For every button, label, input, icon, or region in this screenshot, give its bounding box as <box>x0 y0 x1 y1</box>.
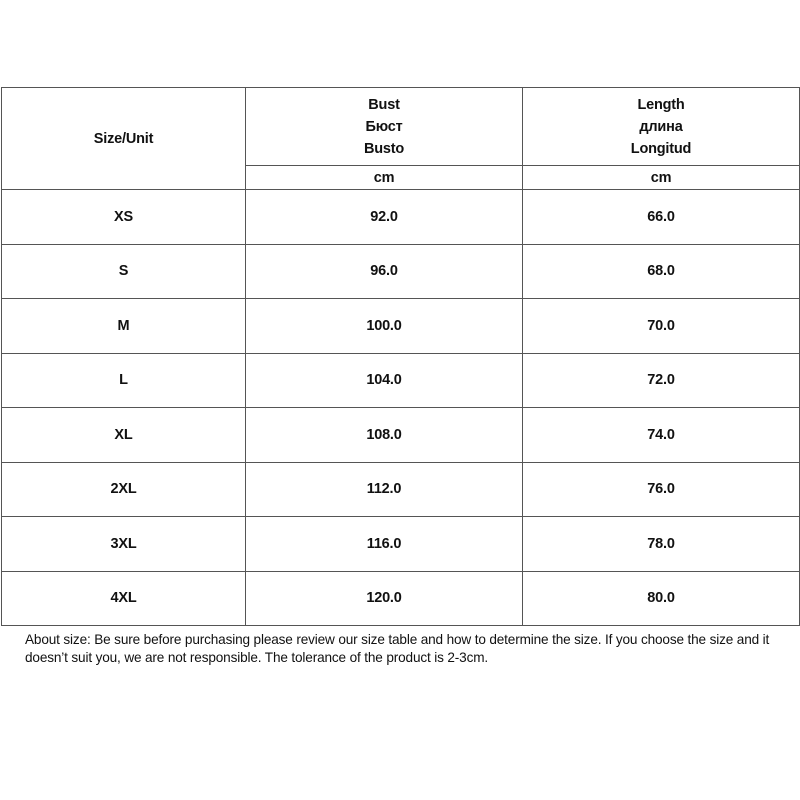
bust-header <box>246 88 523 166</box>
size-cell: L <box>2 353 246 408</box>
length-cell: 72.0 <box>523 353 800 408</box>
bust-unit: cm <box>246 166 523 190</box>
length-header-ru: длина <box>639 118 683 135</box>
size-table <box>1 87 800 626</box>
length-cell: 70.0 <box>523 299 800 354</box>
size-cell: 3XL <box>2 517 246 572</box>
length-cell: 78.0 <box>523 517 800 572</box>
bust-header-en: Bust <box>368 96 400 113</box>
bust-header-ru: Бюст <box>365 118 403 135</box>
size-chart <box>1 87 799 626</box>
bust-cell: 100.0 <box>246 299 523 354</box>
size-note: About size: Be sure before purchasing please review our size table and how to determine the size. If you choose the size and it doesn’t suit you, we are not responsible. The tolerance of the product is 2-3cm. <box>25 632 770 665</box>
table-row <box>2 462 800 517</box>
header-row <box>2 88 800 166</box>
length-cell: 68.0 <box>523 244 800 299</box>
length-header <box>523 88 800 166</box>
size-cell: S <box>2 244 246 299</box>
bust-cell: 116.0 <box>246 517 523 572</box>
table-row <box>2 353 800 408</box>
size-cell: XL <box>2 408 246 463</box>
bust-cell: 112.0 <box>246 462 523 517</box>
length-cell: 74.0 <box>523 408 800 463</box>
table-row <box>2 190 800 245</box>
bust-cell: 120.0 <box>246 571 523 626</box>
table-row <box>2 299 800 354</box>
size-cell: XS <box>2 190 246 245</box>
bust-cell: 108.0 <box>246 408 523 463</box>
size-cell: 2XL <box>2 462 246 517</box>
bust-cell: 92.0 <box>246 190 523 245</box>
table-row <box>2 571 800 626</box>
size-cell: 4XL <box>2 571 246 626</box>
length-header-es: Longitud <box>630 140 692 157</box>
size-unit-header: Size/Unit <box>2 88 246 190</box>
table-row <box>2 408 800 463</box>
length-cell: 66.0 <box>523 190 800 245</box>
length-cell: 76.0 <box>523 462 800 517</box>
size-cell: M <box>2 299 246 354</box>
table-row <box>2 517 800 572</box>
length-cell: 80.0 <box>523 571 800 626</box>
table-row <box>2 244 800 299</box>
length-header-en: Length <box>637 96 685 113</box>
length-unit: cm <box>523 166 800 190</box>
bust-header-es: Busto <box>363 140 405 157</box>
bust-cell: 104.0 <box>246 353 523 408</box>
bust-cell: 96.0 <box>246 244 523 299</box>
